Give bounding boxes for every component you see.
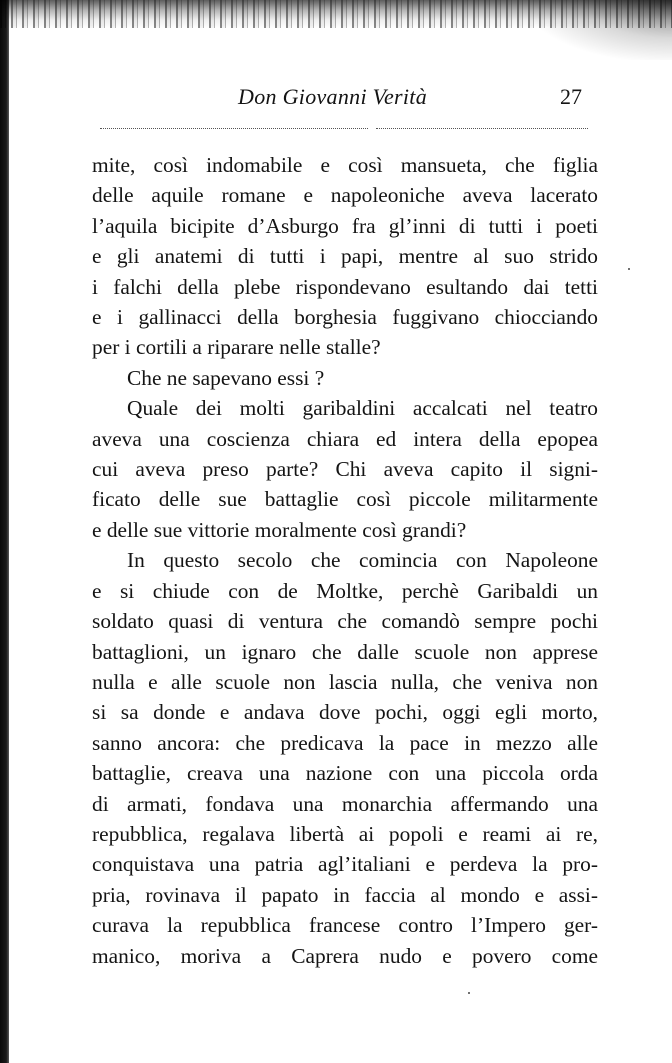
text-line: delle aquile romane e napoleoniche aveva lacerato [92, 183, 598, 208]
text-line: battaglie, creava una nazione con una piccola orda [92, 761, 598, 786]
text-line: repubblica, regalava libertà ai popoli e reami ai re, [92, 821, 598, 846]
scan-speck [468, 992, 470, 994]
scan-speck [628, 268, 630, 270]
page-body [92, 150, 598, 971]
text-line: nulla e alle scuole non lascia nulla, che veniva non [92, 669, 598, 694]
header-rule-right [376, 128, 588, 129]
page-number: 27 [560, 84, 582, 109]
text-line: mite, così indomabile e così mansueta, che figlia [92, 153, 598, 177]
text-line: e si chiude con de Moltke, perchè Garibaldi un [92, 578, 598, 603]
text-line: e i gallinacci della borghesia fuggivano chiocciando [92, 305, 598, 330]
text-line: per i cortili a riparare nelle stalle? [92, 335, 381, 360]
text-line: i falchi della plebe rispondevano esultando dai tetti [92, 274, 598, 299]
paragraph-start: Che ne sapevano essi ? [127, 365, 325, 390]
text-line: di armati, fondava una monarchia affermando una [92, 791, 598, 816]
text-line: manico, moriva a Caprera nudo e povero come [92, 943, 598, 968]
text-line: l’aquila bicipite d’Asburgo fra gl’inni di tutti i poeti [92, 213, 598, 238]
book-binding-edge [0, 0, 9, 1063]
text-line: e gli anatemi di tutti i papi, mentre al suo strido [92, 244, 598, 269]
text-line: e delle sue vittorie moralmente così grandi? [92, 517, 467, 542]
text-line: battaglioni, un ignaro che dalle scuole non apprese [92, 639, 598, 664]
text-line: cui aveva preso parte? Chi aveva capito il signi- [92, 457, 598, 482]
paragraph-start: In questo secolo che comincia con Napoleone [127, 548, 598, 573]
paragraph-start: Quale dei molti garibaldini accalcati nel teatro [127, 396, 598, 421]
text-line: curava la repubblica francese contro l’Impero ger- [92, 913, 598, 938]
text-line: soldato quasi di ventura che comandò sempre pochi [92, 609, 598, 634]
text-line: conquistava una patria agl’italiani e perdeva la pro- [92, 852, 598, 877]
text-line: aveva una coscienza chiara ed intera della epopea [92, 426, 598, 451]
text-line: sanno ancora: che predicava la pace in mezzo alle [92, 730, 598, 755]
text-line: pria, rovinava il papato in faccia al mondo e assi- [92, 882, 598, 907]
text-line: si sa donde e andava dove pochi, oggi egli morto, [92, 700, 598, 725]
running-title: Don Giovanni Verità [238, 84, 428, 109]
text-line: ficato delle sue battaglie così piccole militarmente [92, 487, 598, 512]
scan-corner-shadow [532, 0, 672, 60]
header-rule-left [100, 128, 368, 129]
